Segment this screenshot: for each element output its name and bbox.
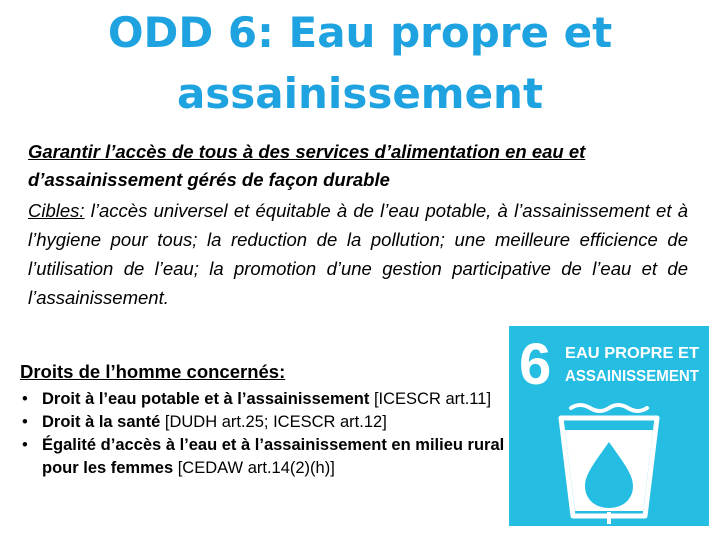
list-item: [20, 388, 510, 411]
page-title: [0, 2, 720, 124]
right-name: Droit à la santé: [42, 413, 161, 431]
right-reference: [CEDAW art.14(2)(h)]: [173, 459, 335, 477]
sdg6-badge: [509, 326, 709, 526]
list-item: [20, 434, 510, 480]
bullet: •: [22, 390, 28, 408]
sdg6-badge-graphic: [509, 326, 709, 526]
list-item: [20, 411, 510, 434]
goal-statement-underlined: Garantir l’accès de tous à des services d’alimentation en eau et: [28, 141, 586, 162]
right-name: Égalité d’accès à l’eau et à l’assainissement en milieu rural pour les femmes: [42, 436, 505, 477]
bullet: •: [22, 436, 28, 454]
targets-paragraph: [28, 196, 688, 312]
badge-title-line-2: ASSAINISSEMENT: [565, 368, 700, 385]
targets-label: Cibles:: [28, 200, 85, 221]
water-glass-drop-icon: [561, 405, 657, 524]
targets-text: l’accès universel et équitable à de l’eau potable, à l’assainissement et à l’hygiene pour tous; la reduction de la pollution; une meilleure efficience de l’utilisation de l’eau; la promotion d’une gestion participative de l’eau et de l’assainissement.: [28, 200, 688, 308]
badge-number: 6: [519, 332, 552, 397]
right-name: Droit à l’eau potable et à l’assainissement: [42, 390, 370, 408]
badge-title-line-1: EAU PROPRE ET: [565, 345, 700, 362]
title-line-2: assainissement: [176, 69, 544, 118]
bullet: •: [22, 413, 28, 431]
rights-heading: Droits de l’homme concernés:: [20, 361, 286, 382]
right-reference: [DUDH art.25; ICESCR art.12]: [160, 413, 387, 431]
goal-statement: [28, 138, 688, 194]
right-reference: [ICESCR art.11]: [369, 390, 492, 408]
title-line-1: ODD 6: Eau propre et: [107, 8, 613, 57]
rights-list: [20, 388, 510, 480]
goal-statement-rest: d’assainissement gérés de façon durable: [28, 169, 390, 190]
